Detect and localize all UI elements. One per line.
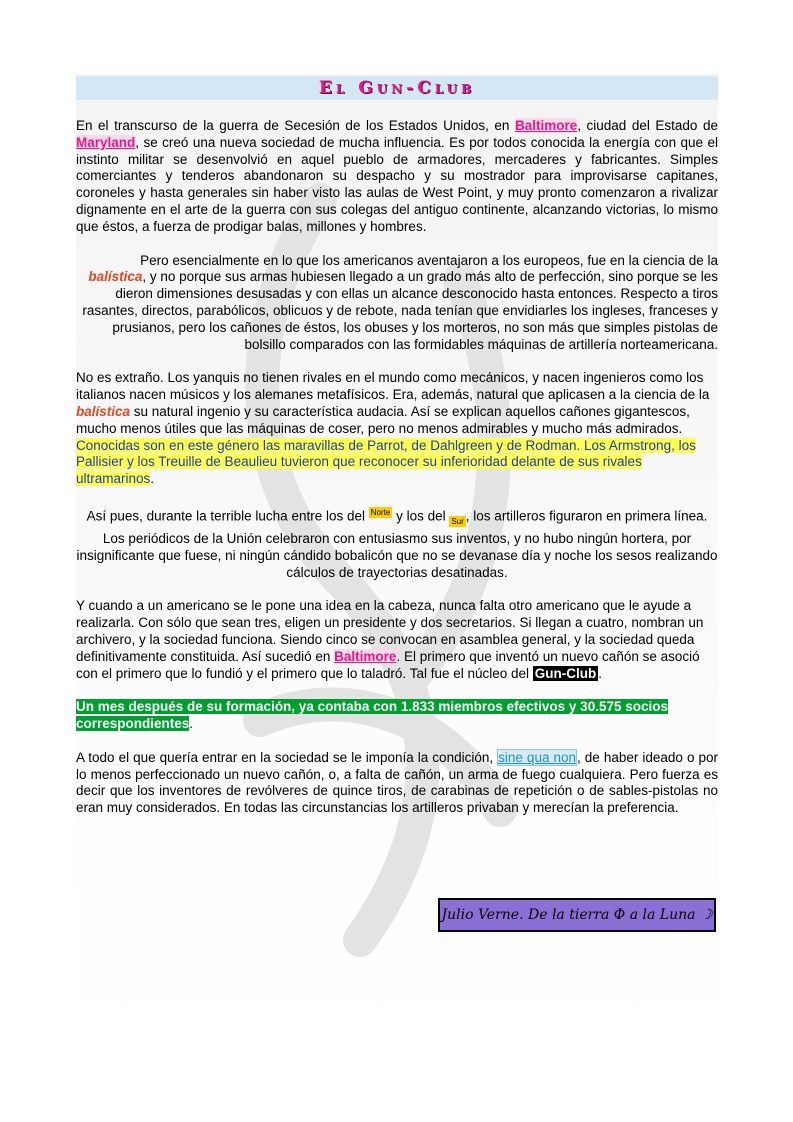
paragraph-6 <box>76 699 718 733</box>
paragraph-3 <box>76 370 718 488</box>
text: su natural ingenio y su característica audacia. Así se explican aquellos cañones gigantescos, mucho menos útiles que las máquinas de coser, pero no menos admirables y mucho más admirados. <box>76 403 690 436</box>
page-title-bar <box>76 76 718 100</box>
norte-badge: Norte <box>370 507 391 517</box>
sine-qua-non-link[interactable]: sine qua non <box>498 749 577 765</box>
highlighted-text: Conocidas son en este género las maravillas de Parrot, de Dahlgreen y de Rodman. Los Armstrong, los Pallisier y los Treuille de Beaulieu tuvieron que reconocer su inferioridad delante de sus rivales ultramarinos <box>76 437 696 487</box>
text: A todo el que quería entrar en la sociedad se le imponía la condición, <box>76 749 498 765</box>
text: . <box>150 471 155 487</box>
baltimore-link[interactable]: Baltimore <box>514 118 578 133</box>
balistica-term: balística <box>76 403 131 419</box>
sur-badge: Sur <box>451 517 464 527</box>
paragraph-2 <box>76 253 718 354</box>
text: y los del <box>392 508 450 524</box>
text: , los artilleros figuraron en primera línea. Los periódicos de la Unión celebraron con entusiasmo sus inventos, y no hubo ningún hortera, por insignificante que fuese, ni ningún cándido bobalicón que no se devanase día y noche los sesos realizando cálculos de trayectorias desatinadas. <box>76 508 718 580</box>
article-body <box>76 118 718 834</box>
text: , de haber ideado o por lo menos perfeccionado un nuevo cañón, o, a falta de cañón, un arma de fuego cualquiera. Pero fuerza es decir que los inventores de revólveres de quince tiros, de carabinas de repetición o de sables-pistolas no eran muy considerados. En todas las circunstancias los artilleros privaban y merecían la preferencia. <box>76 749 718 816</box>
paragraph-5 <box>76 598 718 682</box>
page-title: El Gun-Club <box>318 78 476 98</box>
text: , y no porque sus armas hubiesen llegado a un grado más alto de perfección, sino porque se les dieron dimensiones desusadas y con ellas un alcance desconocido hasta entonces. Respecto a tiros rasantes, directos, parabólicos, oblicuos y de rebote, nada tenían que envidiarles los ingleses, franceses y prusianos, pero los cañones de éstos, los obuses y los morteros, no son más que simples pistolas de bolsillo comparados con las formidables máquinas de artillería norteamericana. <box>82 269 718 352</box>
text: En el transcurso de la guerra de Secesión de los Estados Unidos, en <box>76 118 515 133</box>
quote-box <box>438 898 716 932</box>
text: , ciudad del Estado de <box>577 118 718 133</box>
paragraph-1 <box>76 118 718 236</box>
members-highlight: Un mes después de su formación, ya contaba con 1.833 miembros efectivos y 30.575 socios correspondientes <box>76 699 668 732</box>
text: Así pues, durante la terrible lucha entre los del <box>86 508 369 524</box>
text: Y cuando a un americano se le pone una idea en la cabeza, nunca falta otro americano que le ayude a realizarla. Con sólo que sean tres, eligen un presidente y dos secretarios. Si llegan a cuatro, nombran un archivero, y la sociedad funciona. Siendo cinco se convocan en asamblea general, y la sociedad queda definitivamente constituida. Así sucedió en <box>76 598 704 664</box>
text: . <box>598 665 603 681</box>
text: , se creó una nueva sociedad de mucha influencia. Es por todos conocida la energía con que el instinto militar se desenvolvió en aquel pueblo de armadores, mercaderes y fabricantes. Simples comerciantes y tenderos abandonaron su despacho y su mostrador para improvisarse capitanes, coroneles y hasta generales sin haber visto las aulas de West Point, y muy pronto comenzaron a rivalizar dignamente en el arte de la guerra con sus colegas del antiguo continente, alcanzando victorias, lo mismo que éstos, a fuerza de prodigar balas, millones y hombres. <box>76 134 718 234</box>
paragraph-7 <box>76 750 718 817</box>
paragraph-4 <box>76 505 718 581</box>
balistica-term: balística <box>88 269 143 285</box>
text: . <box>189 716 194 732</box>
text: Pero esencialmente en lo que los americanos aventajaron a los europeos, fue en la ciencia de la <box>140 252 718 268</box>
gun-club-label: Gun-Club <box>534 665 597 681</box>
maryland-link[interactable]: Maryland <box>76 134 136 150</box>
baltimore-link[interactable]: Baltimore <box>334 648 397 664</box>
text: No es extraño. Los yanquis no tienen rivales en el mundo como mecánicos, y nacen ingenieros como los italianos nacen músicos y los alemanes metafísicos. Era, además, natural que aplicasen a la ciencia de la <box>76 370 710 403</box>
text: . El primero que inventó un nuevo cañón se asoció con el primero que lo fundió y el primero que lo taladró. Tal fue el núcleo del <box>76 648 700 681</box>
quote-text: Julio Verne. De la tierra Φ a la Luna ☽ <box>441 907 713 923</box>
